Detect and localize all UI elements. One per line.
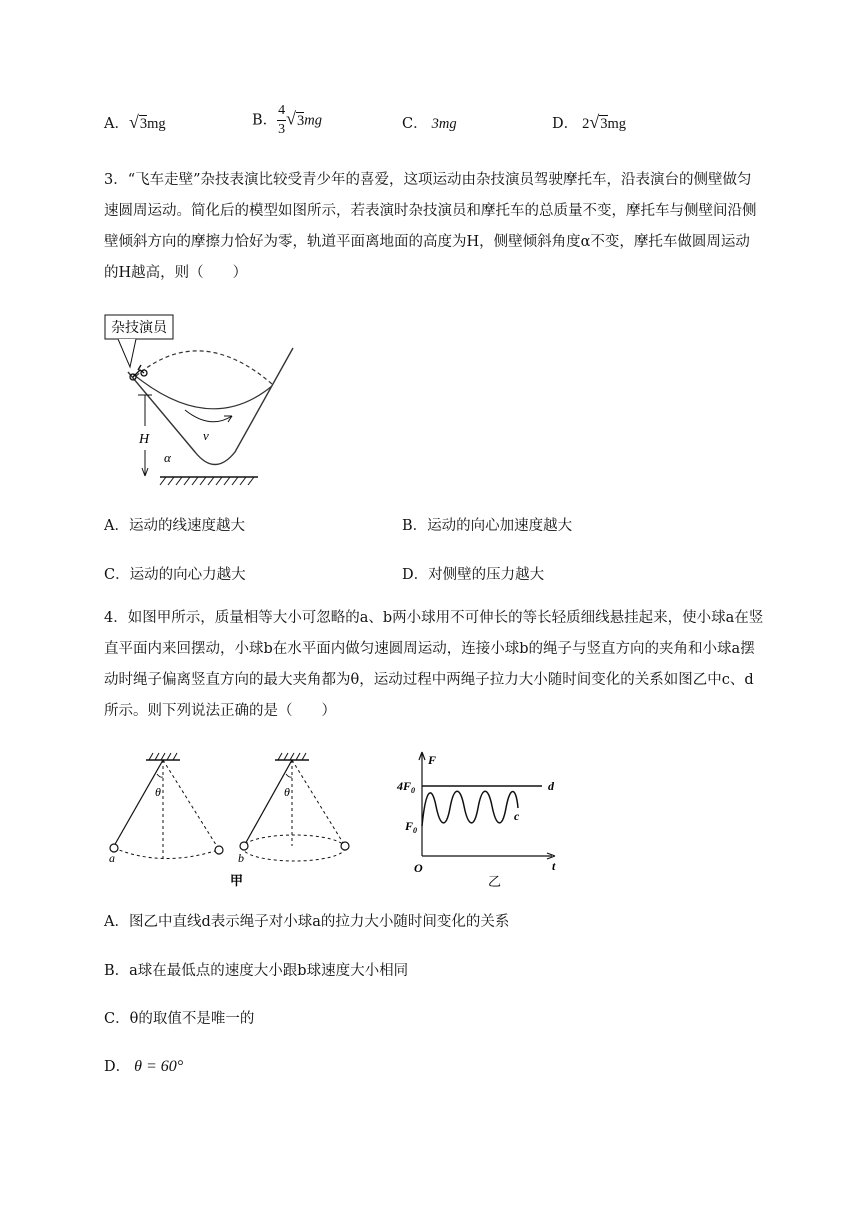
q2-option-d (552, 112, 626, 133)
q3-option-d: D．对侧壁的压力越大 (402, 567, 545, 583)
q3-stem: 3．“飞车走壁”杂技表演比较受青少年的喜爱，这项运动由杂技演员驾驶摩托车，沿表演台的侧壁做匀速圆周运动。简化后的模型如图所示，若表演时杂技演员和摩托车的总质量不变，摩托车与侧壁间沿侧壁倾斜方向的摩擦力恰好为零，轨道平面离地面的高度为H，侧壁倾斜角度α不变，摩托车做圆周运动的H越高，则（ ） (104, 172, 757, 281)
q2-option-b-radicand: 3 (297, 112, 305, 129)
ball-a-label: a (109, 851, 115, 865)
t-axis-label: t (552, 859, 556, 873)
sqrt-symbol: √ (286, 108, 297, 129)
ball-b-label: b (238, 851, 244, 865)
q3-option-b: B．运动的向心加速度越大 (402, 518, 573, 534)
angle-label: α (164, 450, 171, 465)
tick-4f0-label: $4F_0$ (397, 779, 416, 795)
pendulum-b (240, 753, 349, 861)
curve-c (422, 791, 518, 826)
fraction-denominator: 3 (278, 122, 286, 137)
pendulum-a (110, 753, 223, 860)
q2-option-c-value: 3mg (431, 116, 457, 132)
q2-option-d-radicand: 3 (600, 116, 608, 132)
q2-option-c-label: C． (402, 116, 428, 132)
theta-label-b: θ (284, 785, 290, 799)
sqrt-symbol: √ (589, 112, 600, 132)
line-d-label: d (548, 779, 554, 793)
q2-option-d-coef: 2 (582, 116, 590, 132)
q4-figure-jia (102, 750, 364, 892)
side-wall (128, 348, 293, 465)
q4-option-d-label: D． (104, 1059, 131, 1075)
fraction-numerator: 4 (277, 104, 286, 121)
q4-option-d-equation: θ = 60° (134, 1058, 184, 1075)
q4-option-a: A．图乙中直线d表示绳子对小球a的拉力大小随时间变化的关系 (104, 914, 510, 930)
q2-option-b-label: B． (252, 112, 278, 129)
q4-option-c: C．θ的取值不是唯一的 (104, 1011, 255, 1027)
q4-figure-yi (392, 748, 570, 890)
ground-hatching (160, 477, 254, 485)
figure-jia-caption: 甲 (230, 873, 244, 888)
q2-option-b (252, 104, 322, 137)
q4-option-d (104, 1055, 183, 1076)
q3-figure (100, 312, 310, 492)
q2-option-a-unit: mg (147, 116, 166, 132)
q2-option-b-unit: mg (304, 112, 323, 129)
f-axis-label: F (428, 753, 437, 767)
q2-option-d-unit: mg (607, 116, 627, 132)
q2-option-d-label: D． (552, 116, 579, 132)
sqrt-symbol: √ (128, 112, 139, 132)
height-label: H (139, 432, 150, 447)
q3-option-c: C．运动的向心力越大 (104, 567, 246, 583)
q4-option-b: B．a球在最低点的速度大小跟b球速度大小相同 (104, 963, 409, 979)
q2-option-a-radicand: 3 (139, 116, 148, 132)
origin-label: O (414, 861, 423, 875)
q2-option-c (402, 112, 457, 133)
figure-yi-caption: 乙 (488, 874, 502, 889)
theta-label-a: θ (155, 785, 161, 799)
q2-option-a-label: A． (104, 116, 129, 132)
q4-stem: 4．如图甲所示，质量相等大小可忽略的a、b两小球用不可伸长的等长轻质细线悬挂起来，使小球a在竖直平面内来回摆动，小球b在水平面内做匀速圆周运动，连接小球b的绳子与竖直方向的夹角和小球a摆动时绳子偏离竖直方向的最大夹角都为θ，运动过程中两绳子拉力大小随时间变化的关系如图乙中c、d所示。则下列说法正确的是（ ） (104, 610, 764, 719)
tick-f0-label: $F_0$ (405, 819, 418, 835)
velocity-label: v (203, 428, 209, 443)
q2-option-b-fraction (277, 104, 286, 137)
q2-option-a (104, 112, 166, 133)
track-back (136, 351, 272, 384)
callout-label: 杂技演员 (111, 321, 167, 336)
q3-option-a: A．运动的线速度越大 (104, 518, 245, 534)
curve-c-label: c (514, 809, 520, 823)
callout-pointer (118, 339, 136, 367)
